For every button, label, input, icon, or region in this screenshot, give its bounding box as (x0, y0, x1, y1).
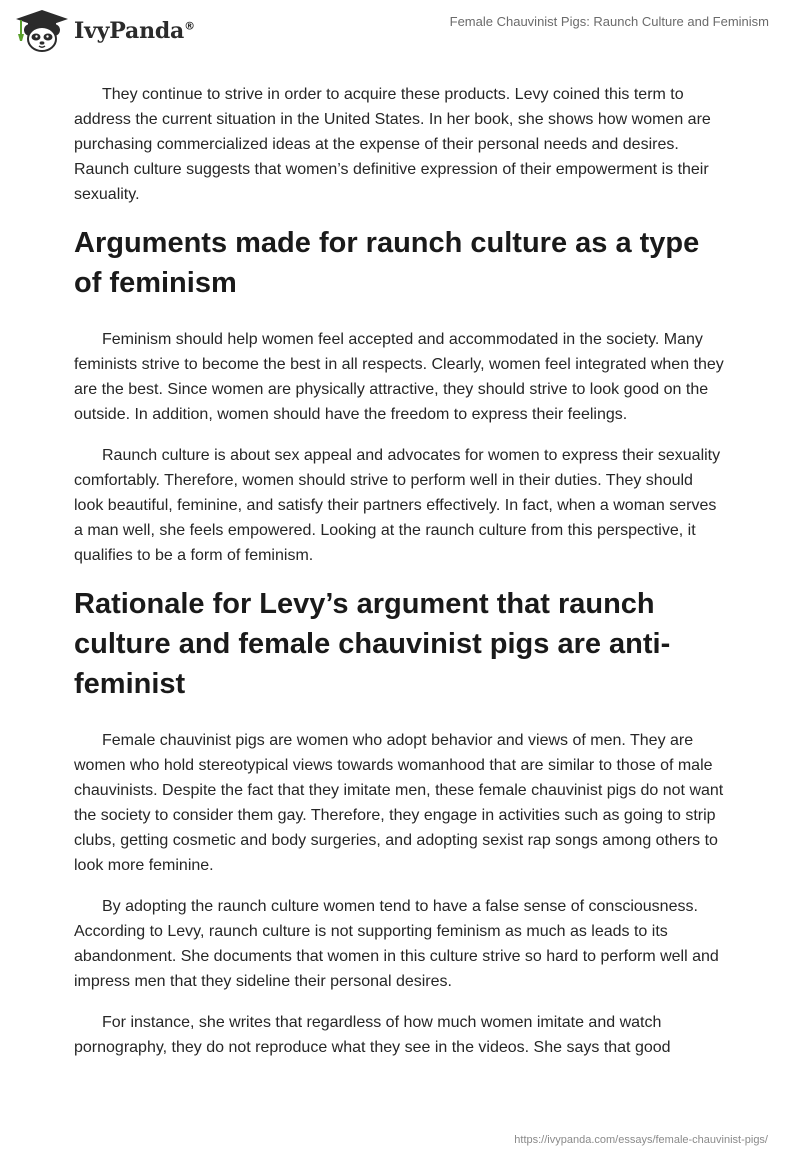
footer-url[interactable]: https://ivypanda.com/essays/female-chauvinist-pigs/ (514, 1134, 768, 1146)
ivypanda-logo[interactable] (12, 8, 195, 54)
paragraph: By adopting the raunch culture women tend to have a false sense of consciousness. According to Levy, raunch culture is not supporting feminism as much as leads to its abandonment. She documents that women in this culture strive so hard to perform well and impress men that they sideline their personal desires. (74, 898, 719, 990)
page-header (0, 0, 800, 62)
document-title: Female Chauvinist Pigs: Raunch Culture and Feminism (449, 14, 769, 29)
paragraph: Female chauvinist pigs are women who adopt behavior and views of men. They are women who hold stereotypical views towards womanhood that are similar to those of male chauvinists. Despite the fact that they imitate men, these female chauvinist pigs do not want the society to consider them gay. Therefore, they engage in activities such as going to strip clubs, getting cosmetic and body surgeries, and adopting sexist rap songs among others to look more feminine. (74, 732, 724, 874)
paragraph: Feminism should help women feel accepted and accommodated in the society. Many feminists strive to become the best in all respects. Clearly, women feel integrated when they are the best. Since women are physically attractive, they should strive to look good on the outside. In addition, women should have the freedom to express their feelings. (74, 331, 724, 423)
section-heading: Arguments made for raunch culture as a type of feminism (74, 227, 700, 299)
logo-text: IvyPanda® (74, 18, 195, 44)
registered-mark: ® (184, 19, 195, 33)
paragraph: They continue to strive in order to acquire these products. Levy coined this term to address the current situation in the United States. In her book, she shows how women are purchasing commercialized ideas at the expense of their personal needs and desires. Raunch culture suggests that women’s definitive expression of their empowerment is their sexuality. (74, 86, 711, 203)
essay-content (74, 82, 726, 1076)
panda-graduate-icon (12, 8, 72, 54)
paragraph: For instance, she writes that regardless of how much women imitate and watch pornography, they do not reproduce what they see in the videos. She says that good (74, 1014, 671, 1056)
paragraph: Raunch culture is about sex appeal and advocates for women to express their sexuality comfortably. Therefore, women should strive to perform well in their duties. They should look beautiful, feminine, and satisfy their partners effectively. In fact, when a woman serves a man well, she feels empowered. Looking at the raunch culture from this perspective, it qualifies to be a form of feminism. (74, 447, 721, 564)
section-heading: Rationale for Levy’s argument that raunch culture and female chauvinist pigs are anti-feminist (74, 588, 671, 700)
